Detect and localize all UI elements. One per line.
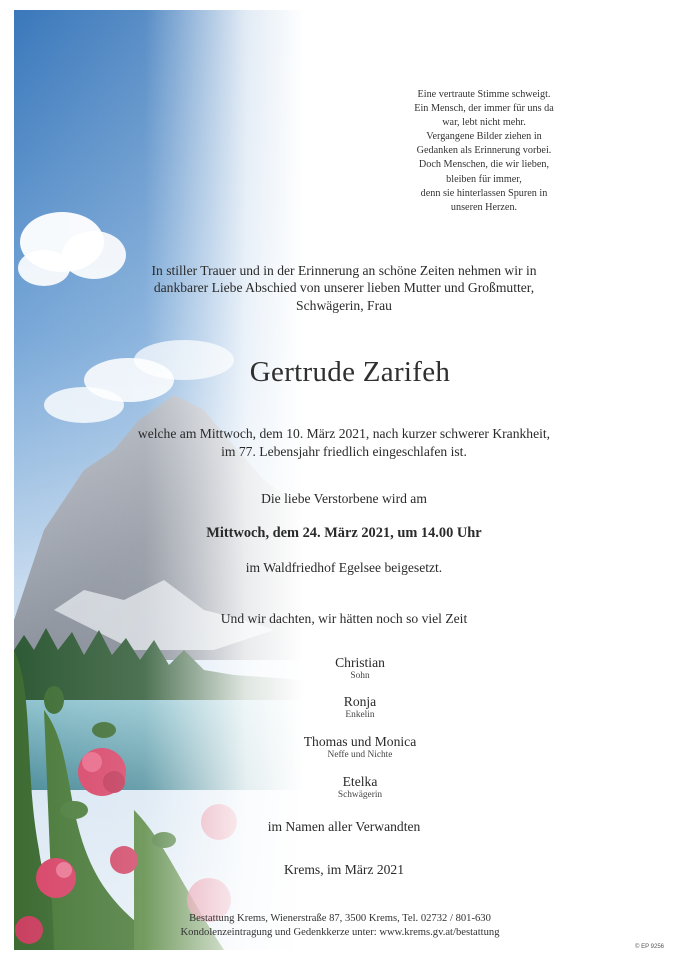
mourner-name: Ronja	[343, 694, 377, 709]
death-notice-line: welche am Mittwoch, dem 10. März 2021, nach kurzer schwerer Krankheit,	[137, 426, 551, 441]
fade-overlay	[14, 10, 304, 950]
mourner	[250, 694, 470, 721]
mourner-relation: Neffe und Nichte	[327, 750, 393, 760]
poem-line: Gedanken als Erinnerung vorbei.	[416, 145, 552, 157]
mourner-name: Thomas und Monica	[303, 734, 417, 749]
poem-line: denn sie hinterlassen Spuren in	[420, 187, 548, 199]
poem-line: Doch Menschen, die wir lieben,	[418, 159, 550, 171]
poem-line: Eine vertraute Stimme schweigt.	[417, 89, 551, 100]
mourner-name: Christian	[335, 655, 385, 670]
mourner	[250, 734, 470, 761]
poem-line: war, lebt nicht mehr.	[442, 117, 526, 129]
mourner	[250, 655, 470, 682]
mourner-relation: Enkelin	[345, 710, 375, 720]
poem-line: bleiben für immer,	[446, 173, 522, 185]
intro-line: In stiller Trauer und in der Erinnerung an schöne Zeiten nehmen wir in	[151, 263, 537, 278]
mourner-relation: Sohn	[350, 671, 370, 681]
funeral-place: im Waldfriedhof Egelsee beigesetzt.	[245, 560, 443, 575]
funeral-intro: Die liebe Verstorbene wird am	[261, 491, 427, 506]
mourner	[250, 774, 470, 801]
death-notice	[100, 425, 588, 461]
poem-line: Vergangene Bilder ziehen in	[426, 131, 542, 143]
footer-condolence: Kondolenzeintragung und Gedenkkerze unter: www.krems.gv.at/bestattung	[180, 926, 500, 938]
print-code: © EP 9256	[635, 944, 664, 950]
mourner-name: Etelka	[342, 774, 378, 789]
relatives-line: im Namen aller Verwandten	[267, 819, 421, 834]
death-notice-line: im 77. Lebensjahr friedlich eingeschlafen ist.	[221, 444, 467, 459]
poem-line: Ein Mensch, der immer für uns da	[414, 103, 554, 115]
intro-line: dankbarer Liebe Abschied von unserer lieben Mutter und Großmutter,	[153, 280, 535, 296]
poem	[380, 88, 588, 215]
place-date: Krems, im März 2021	[283, 862, 405, 877]
footer-address: Bestattung Krems, Wienerstraße 87, 3500 Krems, Tel. 02732 / 801-630	[189, 913, 491, 924]
funeral-date: Mittwoch, dem 24. März 2021, um 14.00 Uhr	[206, 525, 482, 541]
poem-line: unseren Herzen.	[450, 201, 518, 213]
intro-line: Schwägerin, Frau	[296, 297, 392, 313]
mourning-intro	[100, 262, 588, 314]
deceased-name: Gertrude Zarifeh	[249, 356, 451, 388]
mourner-relation: Schwägerin	[337, 790, 383, 800]
landscape-illustration	[14, 10, 304, 950]
farewell-quote: Und wir dachten, wir hätten noch so viel Zeit	[220, 611, 468, 626]
funeral-home-footer	[140, 912, 540, 939]
